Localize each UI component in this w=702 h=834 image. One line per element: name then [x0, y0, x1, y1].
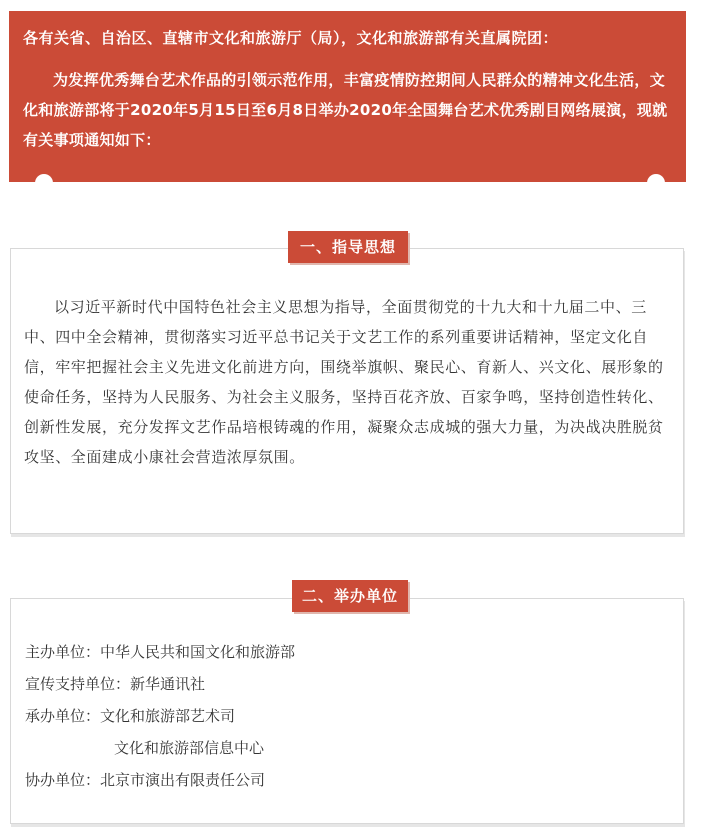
banner-dot-right	[647, 174, 665, 192]
organizer-assist: 协办单位：北京市演出有限责任公司	[25, 771, 266, 789]
organizer-host: 主办单位：中华人民共和国文化和旅游部	[25, 643, 296, 661]
banner-dot-left	[35, 174, 53, 192]
notice-banner	[9, 11, 686, 182]
intro-paragraph: 为发挥优秀舞台艺术作品的引领示范作用，丰富疫情防控期间人民群众的精神文化生活，文化和旅游部将于2020年5月15日至6月8日举办2020年全国舞台艺术优秀剧目网络展演，现就有关事项通知如下：	[23, 71, 668, 149]
section-title-organizers: 二、举办单位	[292, 580, 408, 612]
organizer-publicity: 宣传支持单位：新华通讯社	[25, 675, 206, 693]
guiding-paragraph: 以习近平新时代中国特色社会主义思想为指导，全面贯彻党的十九大和十九届二中、三中、四中全会精神，贯彻落实习近平总书记关于文艺工作的系列重要讲话精神，坚定文化自信，牢牢把握社会主义先进文化前进方向，围绕举旗帜、聚民心、育新人、兴文化、展形象的使命任务，坚持为人民服务、为社会主义服务，坚持百花齐放、百家争鸣，坚持创造性转化、创新性发展，充分发挥文艺作品培根铸魂的作用，凝聚众志成城的强大力量，为决战决胜脱贫攻坚、全面建成小康社会营造浓厚氛围。	[24, 298, 664, 466]
organizer-undertaker-2-text: 文化和旅游部信息中心	[114, 739, 265, 757]
addressee: 各有关省、自治区、直辖市文化和旅游厅（局），文化和旅游部有关直属院团：	[23, 29, 559, 47]
organizer-list	[25, 636, 665, 796]
organizer-undertaker: 承办单位：文化和旅游部艺术司	[25, 707, 236, 725]
organizer-undertaker-2	[25, 732, 665, 764]
section-title-guiding: 一、指导思想	[288, 231, 408, 263]
